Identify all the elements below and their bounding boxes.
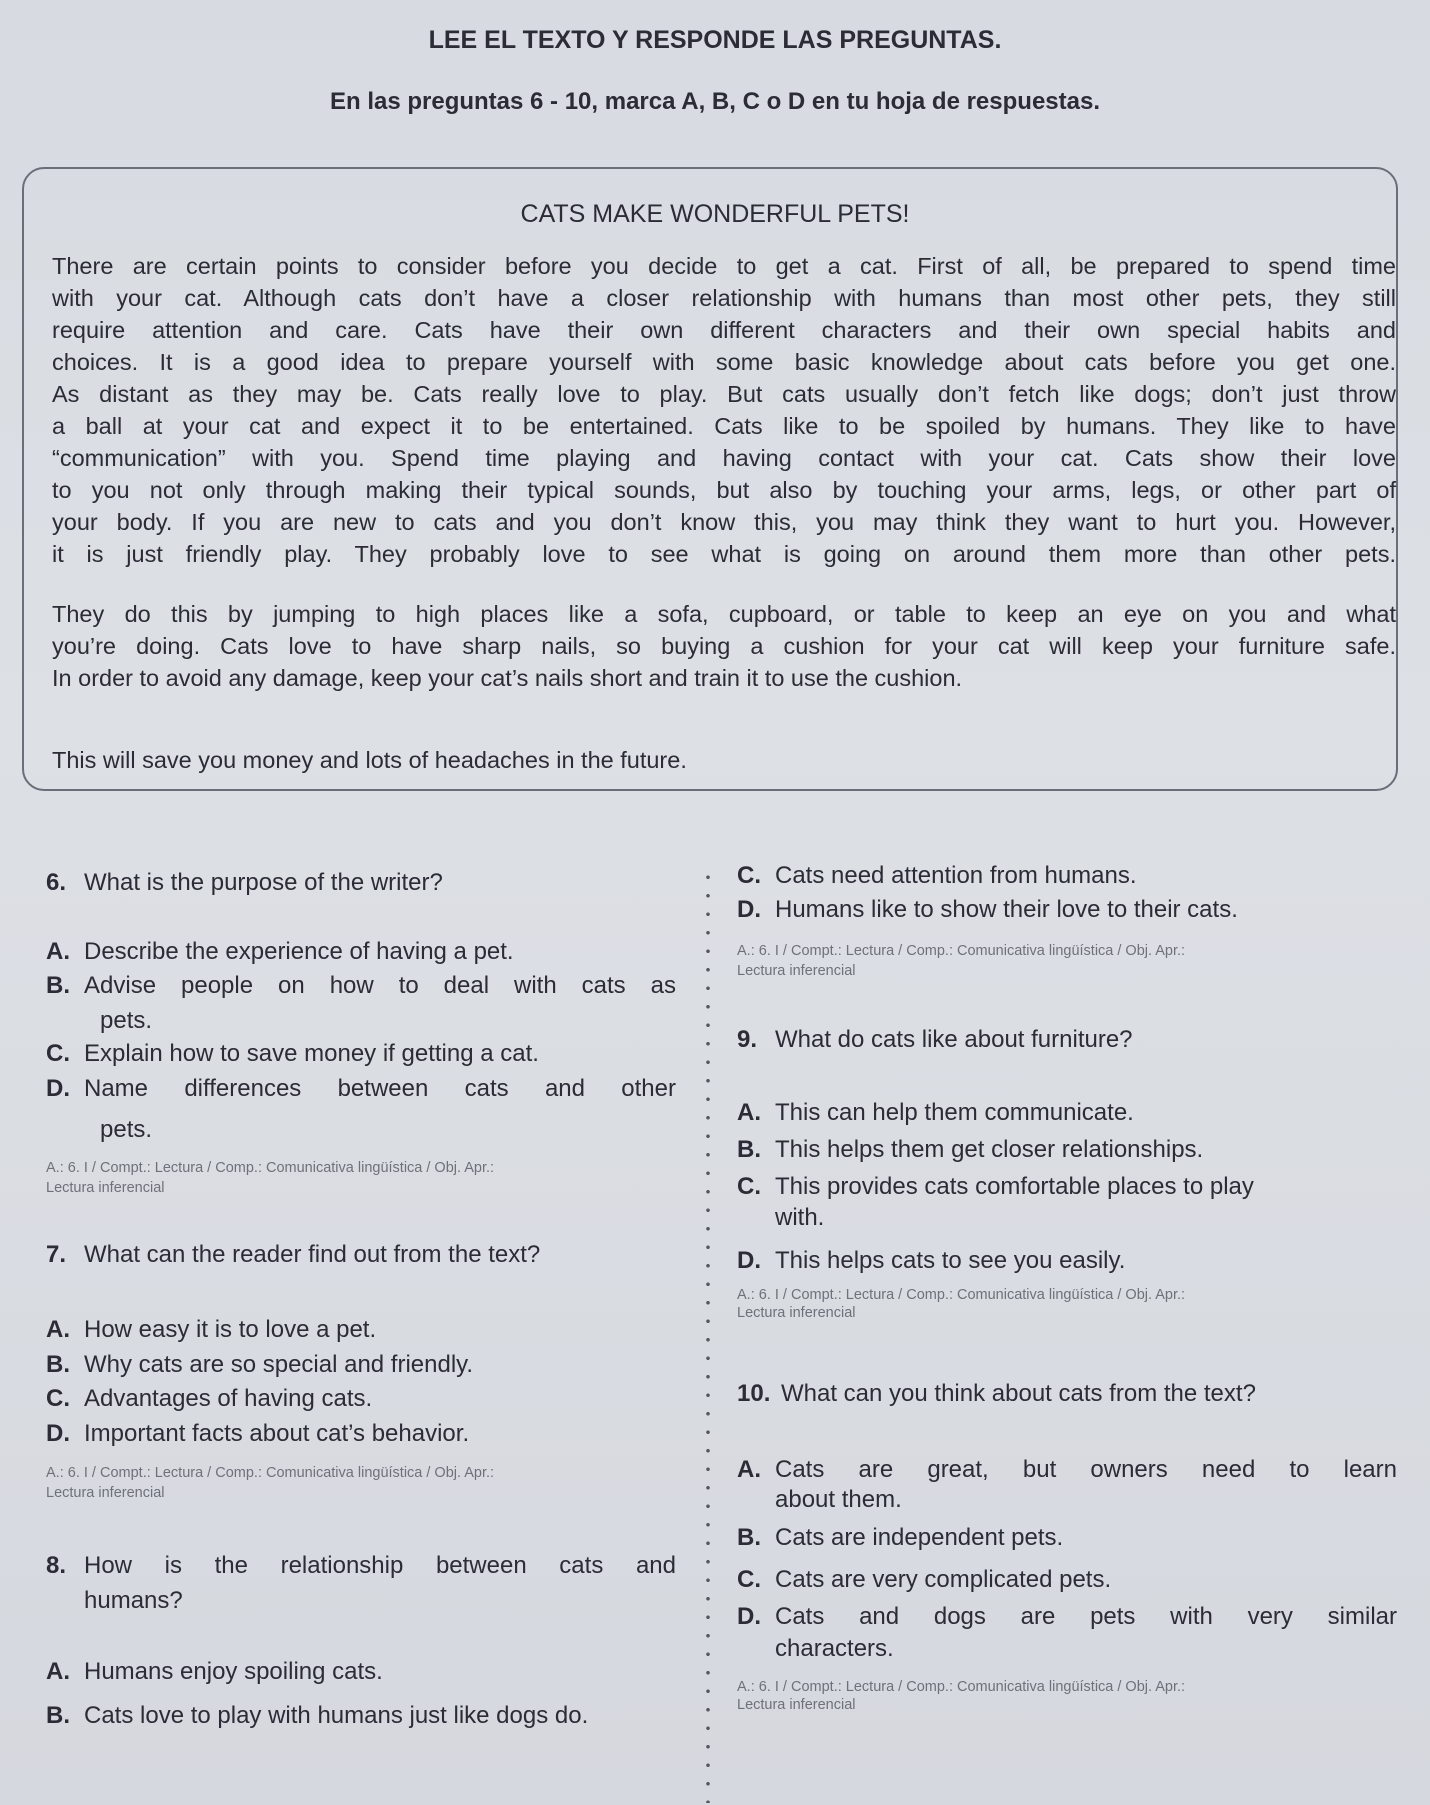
passage-line: As distant as they may be. Cats really love to play. But cats usually don’t fetch like dogs; don’t just throw <box>52 381 1396 407</box>
question-number: 10. <box>737 1380 771 1407</box>
option-text: This helps cats to see you easily. <box>775 1247 1126 1274</box>
option-letter: C. <box>737 1566 761 1593</box>
competency-note-2: Lectura inferencial <box>737 1305 856 1321</box>
option-letter: D. <box>737 896 761 923</box>
option-letter: B. <box>46 1702 70 1729</box>
option-10b[interactable] <box>737 1524 1063 1552</box>
option-8b[interactable] <box>46 1702 588 1730</box>
option-letter: D. <box>737 1247 761 1274</box>
option-8c[interactable] <box>737 862 1137 890</box>
option-10a[interactable] <box>737 1456 1397 1484</box>
passage-line: choices. It is a good idea to prepare yourself with some basic knowledge about cats before you get one. <box>52 349 1396 375</box>
question-9 <box>737 1026 1133 1054</box>
question-8-cont: humans? <box>84 1587 183 1614</box>
option-letter: D. <box>46 1420 70 1447</box>
passage-line: with your cat. Although cats don’t have a closer relationship with humans than most other pets, they still <box>52 285 1396 311</box>
option-letter: A. <box>46 938 70 965</box>
competency-note: A.: 6. I / Compt.: Lectura / Comp.: Comunicativa lingüística / Obj. Apr.: <box>737 1287 1186 1303</box>
option-9d[interactable] <box>737 1247 1125 1275</box>
option-9b[interactable] <box>737 1136 1203 1164</box>
option-text: This helps them get closer relationships. <box>775 1136 1204 1163</box>
option-letter: B. <box>737 1524 761 1551</box>
option-10d-cont: characters. <box>775 1635 894 1662</box>
option-letter: A. <box>46 1658 70 1685</box>
option-letter: B. <box>46 1351 70 1378</box>
option-text: Cats are great, but owners need to learn <box>775 1456 1397 1483</box>
passage-line: a ball at your cat and expect it to be entertained. Cats like to be spoiled by humans. They like to have <box>52 413 1396 439</box>
option-letter: A. <box>737 1456 761 1483</box>
competency-note: A.: 6. I / Compt.: Lectura / Comp.: Comunicativa lingüística / Obj. Apr.: <box>46 1465 495 1481</box>
competency-note-2: Lectura inferencial <box>737 963 856 979</box>
option-text: Describe the experience of having a pet. <box>84 938 514 965</box>
question-8 <box>46 1552 676 1580</box>
option-6b-cont: pets. <box>100 1007 153 1034</box>
passage-line: it is just friendly play. They probably love to see what is going on around them more than other pets. <box>52 541 1396 567</box>
option-letter: A. <box>46 1316 70 1343</box>
passage-line: They do this by jumping to high places like a sofa, cupboard, or table to keep an eye on you and what <box>52 601 1396 627</box>
passage-line: require attention and care. Cats have their own different characters and their own special habits and <box>52 317 1396 343</box>
passage-line: your body. If you are new to cats and you don’t know this, you may think they want to hurt you. However, <box>52 509 1396 535</box>
question-text: What can the reader find out from the text? <box>84 1241 541 1268</box>
option-6d[interactable] <box>46 1075 676 1103</box>
option-6d-cont: pets. <box>100 1116 153 1143</box>
option-10d[interactable] <box>737 1603 1397 1631</box>
option-6b[interactable] <box>46 972 676 1000</box>
option-8a[interactable] <box>46 1658 383 1686</box>
passage-line: There are certain points to consider before you decide to get a cat. First of all, be prepared to spend time <box>52 253 1396 279</box>
passage-line: In order to avoid any damage, keep your cat’s nails short and train it to use the cushion. <box>52 665 963 691</box>
option-text: Cats are very complicated pets. <box>775 1566 1112 1593</box>
question-number: 9. <box>737 1026 758 1053</box>
question-text: What do cats like about furniture? <box>775 1026 1133 1053</box>
option-letter: B. <box>737 1136 761 1163</box>
option-text: Advantages of having cats. <box>84 1385 373 1412</box>
option-letter: D. <box>46 1075 70 1102</box>
question-6 <box>46 869 443 897</box>
passage-line: “communication” with you. Spend time playing and having contact with your cat. Cats show their love <box>52 445 1396 471</box>
option-text: Name differences between cats and other <box>84 1075 676 1102</box>
option-letter: C. <box>737 862 761 889</box>
option-10a-cont: about them. <box>775 1486 902 1513</box>
competency-note-2: Lectura inferencial <box>737 1697 856 1713</box>
question-7 <box>46 1241 540 1269</box>
question-10 <box>737 1380 1256 1408</box>
page-title: LEE EL TEXTO Y RESPONDE LAS PREGUNTAS. <box>428 26 1002 54</box>
option-9c-cont: with. <box>775 1204 825 1231</box>
option-7c[interactable] <box>46 1385 372 1413</box>
option-text: Important facts about cat’s behavior. <box>84 1420 470 1447</box>
option-letter: D. <box>737 1603 761 1630</box>
competency-note-2: Lectura inferencial <box>46 1485 165 1501</box>
question-number: 7. <box>46 1241 67 1268</box>
passage-line: This will save you money and lots of headaches in the future. <box>52 747 687 773</box>
option-7b[interactable] <box>46 1351 473 1379</box>
competency-note-2: Lectura inferencial <box>46 1180 165 1196</box>
option-letter: B. <box>46 972 70 999</box>
option-6a[interactable] <box>46 938 514 966</box>
competency-note: A.: 6. I / Compt.: Lectura / Comp.: Comunicativa lingüística / Obj. Apr.: <box>737 1679 1186 1695</box>
question-text: How is the relationship between cats and <box>84 1552 676 1579</box>
option-10c[interactable] <box>737 1566 1111 1594</box>
option-6c[interactable] <box>46 1040 539 1068</box>
option-text: This provides cats comfortable places to play <box>775 1173 1254 1200</box>
option-text: Cats love to play with humans just like dogs do. <box>84 1702 589 1729</box>
question-number: 6. <box>46 869 67 896</box>
option-8d[interactable] <box>737 896 1238 924</box>
option-text: Humans enjoy spoiling cats. <box>84 1658 383 1685</box>
option-letter: C. <box>737 1173 761 1200</box>
passage-line: to you not only through making their typical sounds, but also by touching your arms, legs, or other part of <box>52 477 1396 503</box>
option-text: Cats are independent pets. <box>775 1524 1064 1551</box>
option-text: Why cats are so special and friendly. <box>84 1351 474 1378</box>
competency-note: A.: 6. I / Compt.: Lectura / Comp.: Comunicativa lingüística / Obj. Apr.: <box>46 1160 495 1176</box>
question-text: What can you think about cats from the text? <box>781 1380 1256 1407</box>
option-text: Explain how to save money if getting a cat. <box>84 1040 539 1067</box>
passage-line: you’re doing. Cats love to have sharp nails, so buying a cushion for your cat will keep your furniture safe. <box>52 633 1396 659</box>
option-text: Humans like to show their love to their cats. <box>775 896 1238 923</box>
option-letter: C. <box>46 1040 70 1067</box>
option-text: How easy it is to love a pet. <box>84 1316 377 1343</box>
option-7d[interactable] <box>46 1420 469 1448</box>
option-9a[interactable] <box>737 1099 1134 1127</box>
option-text: Cats need attention from humans. <box>775 862 1137 889</box>
column-divider <box>706 868 710 1803</box>
option-7a[interactable] <box>46 1316 376 1344</box>
option-text: This can help them communicate. <box>775 1099 1134 1126</box>
question-number: 8. <box>46 1552 67 1579</box>
option-9c[interactable] <box>737 1173 1254 1201</box>
option-text: Advise people on how to deal with cats as <box>84 972 676 999</box>
instructions: En las preguntas 6 - 10, marca A, B, C o D en tu hoja de respuestas. <box>329 88 1100 115</box>
competency-note: A.: 6. I / Compt.: Lectura / Comp.: Comunicativa lingüística / Obj. Apr.: <box>737 943 1186 959</box>
passage-title: CATS MAKE WONDERFUL PETS! <box>520 200 910 228</box>
option-letter: C. <box>46 1385 70 1412</box>
option-text: Cats and dogs are pets with very similar <box>775 1603 1397 1630</box>
question-text: What is the purpose of the writer? <box>84 869 443 896</box>
option-letter: A. <box>737 1099 761 1126</box>
